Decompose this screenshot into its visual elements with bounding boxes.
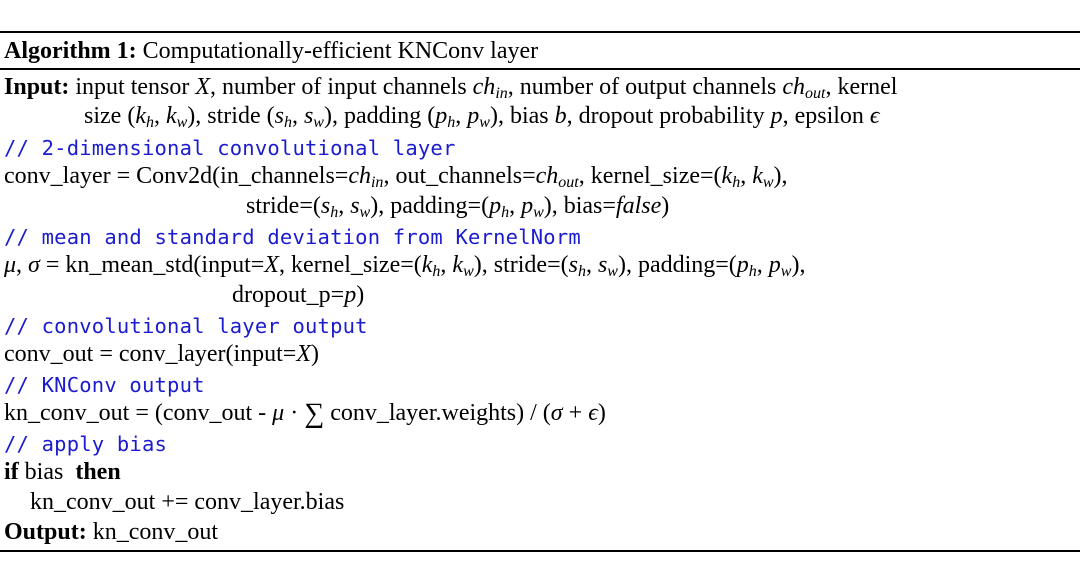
input-text: size ( (84, 103, 136, 129)
math-p: p (768, 252, 781, 278)
math-epsilon: ϵ (588, 400, 598, 426)
math-k: k (721, 163, 733, 189)
math-x: X (195, 74, 211, 100)
math-sub-w: w (533, 204, 544, 221)
output-line (4, 517, 218, 547)
code-text: conv_layer.weights) / ( (324, 400, 551, 426)
code-text: kn_conv_out = (conv_out - (4, 400, 273, 426)
math-sub-w: w (463, 263, 474, 280)
math-sigma: σ (28, 252, 40, 278)
input-text: input tensor (75, 74, 196, 100)
math-x: X (296, 341, 312, 367)
math-p: p (435, 103, 448, 129)
code-text: bias (18, 459, 70, 485)
comma: , (153, 103, 166, 129)
code-text: ) (661, 193, 670, 219)
math-sub-h: h (283, 114, 292, 131)
bias-add-line: kn_conv_out += conv_layer.bias (30, 489, 345, 515)
code-text: stride=( (246, 193, 321, 219)
math-sub-w: w (176, 114, 188, 131)
code-text: , kernel_size=( (278, 252, 422, 278)
math-sub-in: in (495, 85, 508, 102)
math-sub-h: h (145, 114, 154, 131)
code-text: ), bias= (543, 193, 616, 219)
output-value: kn_conv_out (86, 519, 219, 545)
math-sub-out: out (558, 174, 579, 191)
knout-line (4, 398, 606, 428)
input-text: ), bias (489, 103, 555, 129)
top-rule (0, 31, 1080, 33)
math-p: p (344, 282, 357, 308)
math-sub-h: h (501, 204, 510, 221)
math-s: s (274, 103, 284, 129)
math-plus: + (562, 400, 589, 426)
comma: , (740, 163, 753, 189)
sum-symbol: ∑ (304, 398, 325, 429)
math-sigma: σ (550, 400, 563, 426)
comma: , (338, 193, 351, 219)
algorithm-label: Algorithm 1: (4, 38, 137, 64)
math-x: X (264, 252, 279, 278)
math-k: k (452, 252, 464, 278)
math-sub-out: out (805, 85, 826, 102)
code-text: ) (311, 341, 320, 367)
math-b: b (554, 103, 567, 129)
kn-line-1 (4, 250, 805, 280)
math-k: k (421, 252, 433, 278)
comment-conv-output: // convolutional layer output (4, 314, 368, 338)
conv-line-2 (246, 191, 669, 221)
convout-line (4, 339, 319, 369)
math-ch: ch (782, 74, 806, 100)
math-p: p (521, 193, 534, 219)
bottom-rule (0, 550, 1080, 552)
code-text: conv_layer = Conv2d(in_channels= (4, 163, 349, 189)
input-text: , kernel (825, 74, 898, 100)
code-text: ), padding=( (370, 193, 490, 219)
math-k: k (165, 103, 177, 129)
comma: , (16, 252, 29, 278)
math-p: p (736, 252, 749, 278)
math-sub-w: w (607, 263, 618, 280)
math-sub-in: in (370, 174, 384, 191)
math-s: s (320, 193, 331, 219)
code-text: ), (791, 252, 806, 278)
input-text: ), padding ( (323, 103, 436, 129)
input-label: Input: (4, 74, 70, 100)
comment-mean-std: // mean and standard deviation from KernelNorm (4, 225, 581, 249)
comma: , (756, 252, 769, 278)
math-sub-h: h (732, 174, 741, 191)
math-s: s (350, 193, 360, 219)
comment-conv-layer: // 2-dimensional convolutional layer (4, 136, 456, 160)
comma: , (509, 193, 522, 219)
math-ch: ch (348, 163, 371, 189)
math-sub-w: w (762, 174, 774, 191)
math-p: p (489, 193, 502, 219)
input-text: ), stride ( (187, 103, 275, 129)
math-ch: ch (472, 74, 496, 100)
comment-apply-bias: // apply bias (4, 432, 168, 456)
input-text: , number of input channels (210, 74, 473, 100)
header-rule (0, 68, 1080, 70)
math-sub-h: h (577, 263, 586, 280)
math-sub-w: w (479, 114, 490, 131)
code-text: ), stride=( (473, 252, 569, 278)
math-p: p (467, 103, 480, 129)
math-s: s (303, 103, 314, 129)
if-line (4, 457, 121, 487)
code-text: conv_out = conv_layer(input= (4, 341, 297, 367)
code-text: ) (597, 400, 606, 426)
comma: , (585, 252, 598, 278)
input-line-1 (4, 72, 897, 102)
math-mu: μ (4, 252, 17, 278)
math-sub-h: h (447, 114, 456, 131)
algorithm-title: Computationally-efficient KNConv layer (142, 38, 539, 64)
code-text: , kernel_size=( (578, 163, 722, 189)
code-text: ), padding=( (617, 252, 737, 278)
conv-line-1 (4, 161, 788, 191)
comma: , (440, 252, 453, 278)
math-sub-h: h (432, 263, 441, 280)
math-epsilon: ϵ (869, 103, 880, 129)
math-k: k (752, 163, 763, 189)
comma: , (291, 103, 304, 129)
math-false: false (615, 193, 662, 219)
input-text: , number of output channels (507, 74, 783, 100)
code-text: , out_channels= (383, 163, 536, 189)
output-label: Output: (4, 519, 87, 545)
math-k: k (135, 103, 146, 129)
comment-knconv-output: // KNConv output (4, 373, 205, 397)
kn-line-2 (232, 280, 364, 310)
math-ch: ch (535, 163, 559, 189)
math-dot: · (284, 400, 305, 426)
math-mu: μ (272, 400, 285, 426)
math-s: s (597, 252, 608, 278)
input-line-2 (84, 101, 880, 131)
math-sub-h: h (330, 204, 339, 221)
algorithm-header (4, 36, 538, 66)
math-sub-w: w (313, 114, 324, 131)
code-text: ) (356, 282, 365, 308)
math-sub-h: h (748, 263, 757, 280)
math-sub-w: w (780, 263, 792, 280)
math-s: s (568, 252, 578, 278)
code-text: dropout_p= (232, 282, 345, 308)
comma: , (455, 103, 468, 129)
math-sub-w: w (359, 204, 371, 221)
keyword-then: then (75, 459, 121, 485)
input-text: , epsilon (782, 103, 870, 129)
math-p: p (770, 103, 783, 129)
code-text: ), (773, 163, 788, 189)
input-text: , dropout probability (566, 103, 771, 129)
code-text: = kn_mean_std(input= (39, 252, 265, 278)
keyword-if: if (4, 459, 19, 485)
